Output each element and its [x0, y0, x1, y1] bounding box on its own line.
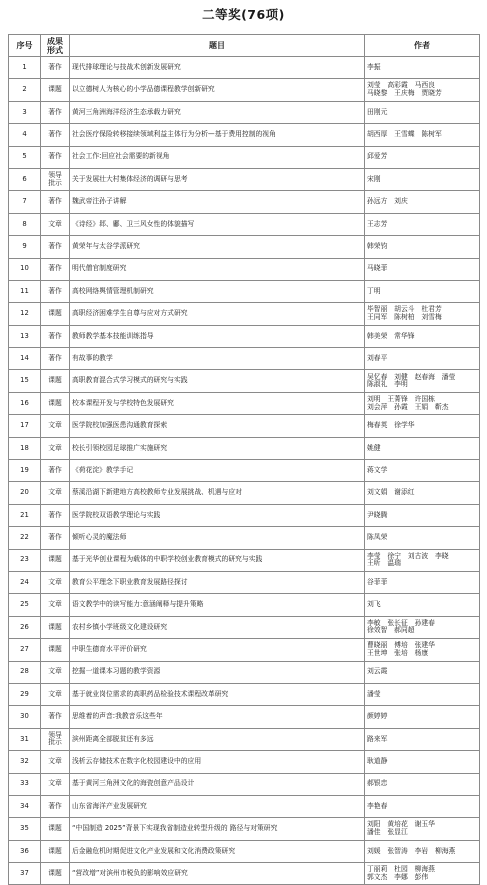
row-title: 滨州距离全部脱贫还有多远 [70, 728, 365, 750]
row-authors: 潘莹 [365, 683, 480, 705]
row-type: 著作 [41, 146, 70, 168]
row-number: 24 [9, 571, 41, 593]
row-number: 19 [9, 460, 41, 482]
row-number: 25 [9, 594, 41, 616]
table-row [9, 57, 480, 79]
row-authors: 王志芳 [365, 213, 480, 235]
row-title: 教师教学基本技能训练指导 [70, 325, 365, 347]
row-authors: 邱爱芳 [365, 146, 480, 168]
row-authors: 丁明 [365, 280, 480, 302]
row-type: 著作 [41, 504, 70, 526]
row-type: 著作 [41, 280, 70, 302]
row-number: 35 [9, 818, 41, 840]
row-title: 中职生德育水平评价研究 [70, 639, 365, 661]
row-authors: 吴忆春 刘健 赵春海 潘莹 陈淑礼 李明 [365, 370, 480, 392]
row-title: 倾听心灵的魔法师 [70, 527, 365, 549]
row-number: 17 [9, 415, 41, 437]
row-number: 33 [9, 773, 41, 795]
row-number: 3 [9, 101, 41, 123]
row-number: 1 [9, 57, 41, 79]
row-type: 课题 [41, 549, 70, 571]
row-title: 魏武帝注孙子讲解 [70, 191, 365, 213]
row-title: 基于光华创业课程为载体的中职学校创业教育模式的研究与实践 [70, 549, 365, 571]
row-type: 文章 [41, 482, 70, 504]
table-body [9, 57, 480, 885]
row-type: 课题 [41, 370, 70, 392]
row-number: 30 [9, 706, 41, 728]
row-authors: 刘媛 张智涛 李岩 柳海燕 [365, 840, 480, 862]
row-title: 高职教育混合式学习模式的研究与实践 [70, 370, 365, 392]
table-row [9, 840, 480, 862]
row-number: 26 [9, 616, 41, 638]
row-number: 14 [9, 348, 41, 370]
row-authors: 陈凤荣 [365, 527, 480, 549]
row-type: 文章 [41, 661, 70, 683]
row-type: 著作 [41, 258, 70, 280]
row-authors: 刘飞 [365, 594, 480, 616]
row-title: 基于就业岗位需求的高职药品检验技术课程改革研究 [70, 683, 365, 705]
row-number: 28 [9, 661, 41, 683]
row-authors: 尹晓腾 [365, 504, 480, 526]
row-type: 文章 [41, 594, 70, 616]
table-row [9, 460, 480, 482]
row-authors: 路来军 [365, 728, 480, 750]
row-title: 校本课程开发与学校特色发展研究 [70, 392, 365, 414]
row-type: 文章 [41, 683, 70, 705]
row-authors: 毕智丽 胡云斗 杜君芳 王同军 陈树柏 刘雪梅 [365, 303, 480, 325]
row-authors: 刘阳 黄培花 谢玉华 潘佳 张显江 [365, 818, 480, 840]
row-title: 黄河三角洲海洋经济生态承载力研究 [70, 101, 365, 123]
row-number: 9 [9, 236, 41, 258]
row-number: 37 [9, 863, 41, 885]
row-authors: 颜婷婷 [365, 706, 480, 728]
table-row [9, 818, 480, 840]
row-number: 13 [9, 325, 41, 347]
award-table [8, 34, 480, 885]
row-title: 基于黄河三角洲文化的海瓷创意产品设计 [70, 773, 365, 795]
table-row [9, 303, 480, 325]
row-type: 课题 [41, 303, 70, 325]
row-number: 29 [9, 683, 41, 705]
row-title: 现代排球理论与技战术创新发展研究 [70, 57, 365, 79]
header-no: 序号 [9, 35, 41, 57]
row-authors: 宋刚 [365, 168, 480, 190]
table-row [9, 236, 480, 258]
row-type: 文章 [41, 751, 70, 773]
row-title: 高校网络舆情管理机制研究 [70, 280, 365, 302]
row-type: 著作 [41, 236, 70, 258]
row-type: 著作 [41, 348, 70, 370]
row-authors: 田刚元 [365, 101, 480, 123]
table-row [9, 437, 480, 459]
table-row [9, 639, 480, 661]
row-title: 农村乡镇小学班级文化建设研究 [70, 616, 365, 638]
row-type: 著作 [41, 57, 70, 79]
table-row [9, 79, 480, 101]
row-authors: 韩荣钧 [365, 236, 480, 258]
row-number: 23 [9, 549, 41, 571]
row-number: 12 [9, 303, 41, 325]
row-type: 领导 批示 [41, 728, 70, 750]
row-title: 《荷花淀》教学手记 [70, 460, 365, 482]
row-type: 领导 批示 [41, 168, 70, 190]
table-row [9, 415, 480, 437]
row-type: 著作 [41, 191, 70, 213]
table-row [9, 168, 480, 190]
row-authors: 耿道静 [365, 751, 480, 773]
table-header-row [9, 35, 480, 57]
table-row [9, 527, 480, 549]
row-authors: 蒋文学 [365, 460, 480, 482]
row-type: 文章 [41, 213, 70, 235]
row-type: 著作 [41, 795, 70, 817]
section-title: 二等奖(76项) [202, 7, 285, 22]
row-number: 36 [9, 840, 41, 862]
table-row [9, 683, 480, 705]
row-title: 蔡溪沿湖下新建地方高校教师专业发展挑战、机遇与应对 [70, 482, 365, 504]
row-title: 教育公平理念下职业教育发展路径探讨 [70, 571, 365, 593]
row-title: 《诗经》邶、鄘、卫三风女性的体貌描写 [70, 213, 365, 235]
row-number: 10 [9, 258, 41, 280]
row-title: 高职经济困难学生自尊与应对方式研究 [70, 303, 365, 325]
row-number: 21 [9, 504, 41, 526]
row-number: 15 [9, 370, 41, 392]
row-type: 课题 [41, 818, 70, 840]
row-authors: 刘文娟 谢添红 [365, 482, 480, 504]
row-title: 医学院校加强医患沟通教育探索 [70, 415, 365, 437]
row-type: 课题 [41, 840, 70, 862]
row-title: 以立德树人为核心的小学品德课程教学创新研究 [70, 79, 365, 101]
row-title: 山东省海洋产业发展研究 [70, 795, 365, 817]
table-row [9, 258, 480, 280]
row-authors: 马晓菲 [365, 258, 480, 280]
row-authors: 刘春平 [365, 348, 480, 370]
row-number: 2 [9, 79, 41, 101]
row-title: 有故事的教学 [70, 348, 365, 370]
row-title: 社会工作:回应社会需要的新视角 [70, 146, 365, 168]
row-title: 挖掘一道课本习题的教学资源 [70, 661, 365, 683]
header-authors: 作者 [365, 35, 480, 57]
row-title: 黄荣年与太谷学派研究 [70, 236, 365, 258]
row-authors: 李敏 张长征 孙建春 徐效智 郝同超 [365, 616, 480, 638]
row-authors: 丁丽莉 杜园 柳海燕 郭文杰 李娜 彭伟 [365, 863, 480, 885]
row-authors: 梅春英 徐学华 [365, 415, 480, 437]
row-number: 31 [9, 728, 41, 750]
table-row [9, 370, 480, 392]
row-title: 浅析云存储技术在数字化校园建设中的应用 [70, 751, 365, 773]
row-authors: 刘莹 高彩霞 马西良 马晓黎 王庆梅 贾晓芳 [365, 79, 480, 101]
row-type: 课题 [41, 616, 70, 638]
row-type: 著作 [41, 527, 70, 549]
table-row [9, 795, 480, 817]
table-row [9, 191, 480, 213]
row-type: 著作 [41, 460, 70, 482]
table-row [9, 751, 480, 773]
row-title: 语文教学中的读写能力:意涵阐释与提升策略 [70, 594, 365, 616]
table-row [9, 280, 480, 302]
table-row [9, 616, 480, 638]
row-authors: 胡西厚 王雪蝶 陈树军 [365, 124, 480, 146]
header-title: 题目 [70, 35, 365, 57]
row-title: 医学院校双语教学理论与实践 [70, 504, 365, 526]
row-type: 文章 [41, 415, 70, 437]
table-row [9, 348, 480, 370]
row-authors: 刘云霞 [365, 661, 480, 683]
row-authors: 郝银忠 [365, 773, 480, 795]
row-number: 7 [9, 191, 41, 213]
row-title: “中国制造 2025”背景下实现我省制造业转型升级的 路径与对策研究 [70, 818, 365, 840]
row-number: 32 [9, 751, 41, 773]
table-row [9, 661, 480, 683]
row-authors: 谷菲菲 [365, 571, 480, 593]
row-type: 课题 [41, 639, 70, 661]
table-row [9, 571, 480, 593]
row-number: 16 [9, 392, 41, 414]
row-number: 34 [9, 795, 41, 817]
row-type: 文章 [41, 571, 70, 593]
row-type: 著作 [41, 325, 70, 347]
row-number: 8 [9, 213, 41, 235]
row-type: 课题 [41, 392, 70, 414]
table-row [9, 504, 480, 526]
row-number: 6 [9, 168, 41, 190]
table-row [9, 549, 480, 571]
row-number: 4 [9, 124, 41, 146]
table-row [9, 213, 480, 235]
row-type: 文章 [41, 437, 70, 459]
row-type: 著作 [41, 706, 70, 728]
row-authors: 姚健 [365, 437, 480, 459]
row-title: 校长引领校园足球推广实施研究 [70, 437, 365, 459]
row-authors: 韩美荣 常华锋 [365, 325, 480, 347]
row-type: 著作 [41, 124, 70, 146]
row-authors: 曹晓丽 傅培 张建华 王世坤 张培 杨康 [365, 639, 480, 661]
row-title: 后金融危机时期促进文化产业发展和文化消费政策研究 [70, 840, 365, 862]
row-type: 著作 [41, 101, 70, 123]
row-authors: 李莹 徐宁 刘古波 李晓 王昕 温瑞 [365, 549, 480, 571]
table-row [9, 392, 480, 414]
row-number: 20 [9, 482, 41, 504]
row-title: 思维着的声音:我教音乐这些年 [70, 706, 365, 728]
row-authors: 刘明 王菁锋 许国栋 刘会萍 孙霞 王娟 靳杰 [365, 392, 480, 414]
row-number: 22 [9, 527, 41, 549]
row-title: 社会医疗保险转移接续领域利益主体行为分析—基于费用控制的视角 [70, 124, 365, 146]
row-type: 课题 [41, 863, 70, 885]
table-row [9, 482, 480, 504]
table-row [9, 101, 480, 123]
table-row [9, 594, 480, 616]
table-row [9, 325, 480, 347]
table-row [9, 124, 480, 146]
row-type: 文章 [41, 773, 70, 795]
row-number: 11 [9, 280, 41, 302]
row-title: 关于发展壮大村集体经济的调研与思考 [70, 168, 365, 190]
row-authors: 李振 [365, 57, 480, 79]
table-row [9, 146, 480, 168]
header-type: 成果 形式 [41, 35, 70, 57]
row-authors: 李艳春 [365, 795, 480, 817]
row-number: 27 [9, 639, 41, 661]
table-row [9, 863, 480, 885]
table-row [9, 728, 480, 750]
row-type: 课题 [41, 79, 70, 101]
table-row [9, 773, 480, 795]
row-authors: 孙远方 刘庆 [365, 191, 480, 213]
row-title: “营改增”对滨州市税负的影响效应研究 [70, 863, 365, 885]
row-number: 18 [9, 437, 41, 459]
table-row [9, 706, 480, 728]
row-number: 5 [9, 146, 41, 168]
row-title: 明代僧官制度研究 [70, 258, 365, 280]
